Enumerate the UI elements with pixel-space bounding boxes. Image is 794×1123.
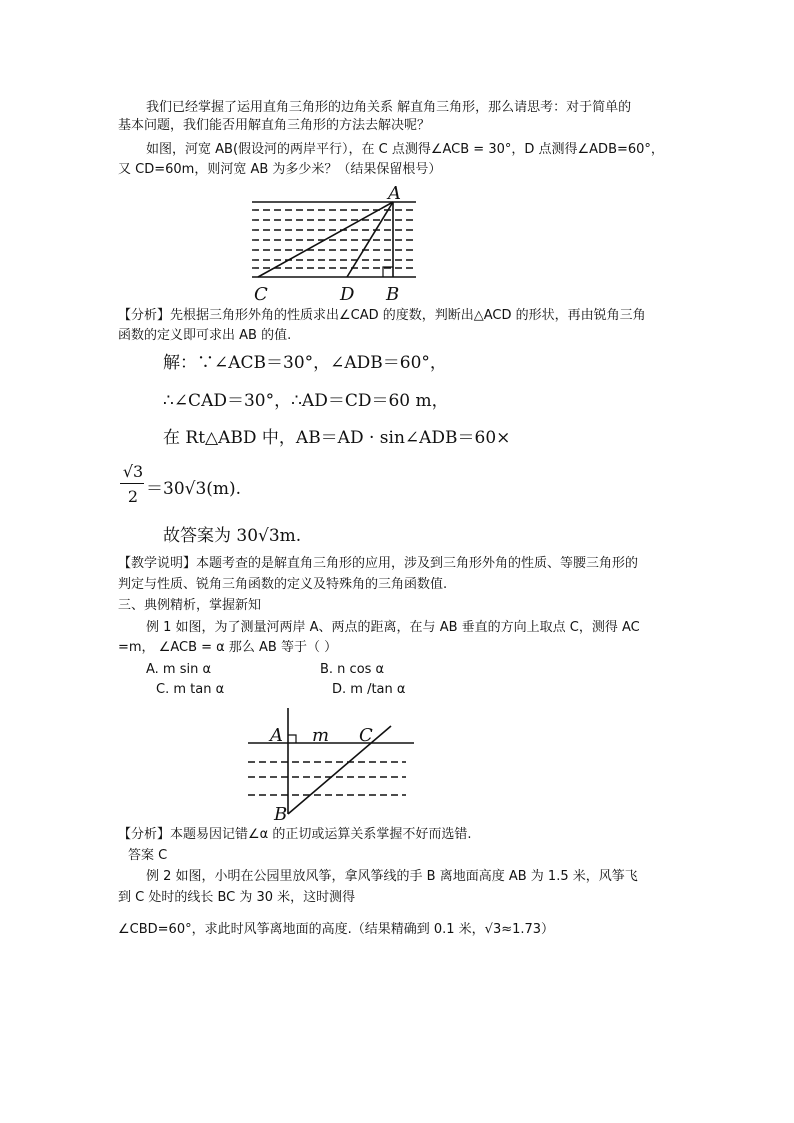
intro-line-1: 我们已经掌握了运用直角三角形的边角关系 解直角三角形，那么请思考：对于简单的 — [146, 100, 632, 115]
solution-answer: 故答案为 30√3m. — [163, 526, 302, 546]
solution-line-2: ∴∠CAD＝30°，∴AD＝CD＝60 m， — [163, 391, 449, 411]
example-2-line-1: 例 2 如图，小明在公园里放风筝，拿风筝线的手 B 离地面高度 AB 为 1.5 米，风筝飞 — [146, 869, 638, 884]
solution-line-3: 在 Rt△ABD 中，AB＝AD · sin∠ADB＝60× — [163, 428, 511, 448]
solution-line-4: ＝30√3(m). — [146, 479, 242, 499]
fig1-label-b: B — [386, 284, 400, 305]
fig2-label-b: B — [274, 804, 288, 825]
fig1-label-a: A — [388, 183, 401, 204]
option-d: D. m /tan α — [332, 682, 406, 697]
river-diagram-1 — [250, 184, 420, 304]
analysis-1-line-1: 【分析】先根据三角形外角的性质求出∠CAD 的度数，判断出△ACD 的形状，再由锐角三角 — [118, 308, 646, 323]
example-1-line-2: =m， ∠ACB = α 那么 AB 等于（ ） — [118, 640, 338, 655]
problem-line-1: 如图，河宽 AB(假设河的两岸平行），在 C 点测得∠ACB = 30°，D 点测得∠ADB=60°， — [146, 142, 664, 157]
fig1-label-c: C — [254, 284, 268, 305]
fig2-label-c: C — [359, 725, 373, 746]
section-heading: 三、典例精析，掌握新知 — [118, 598, 262, 613]
example-1-line-1: 例 1 如图，为了测量河两岸 A、两点的距离，在与 AB 垂直的方向上取点 C，测得 AC — [146, 620, 640, 635]
option-b: B. n cos α — [320, 662, 385, 677]
option-a: A. m sin α — [146, 662, 212, 677]
solution-line-1: 解：∵∠ACB＝30°，∠ADB＝60°， — [163, 353, 447, 373]
fraction-denominator: 2 — [127, 487, 139, 506]
fig2-label-m: m — [312, 725, 330, 746]
fraction-numerator: √3 — [122, 462, 144, 481]
intro-line-2: 基本问题，我们能否用解直角三角形的方法去解决呢？ — [118, 118, 431, 133]
teaching-note-line-1: 【教学说明】本题考查的是解直角三角形的应用，涉及到三角形外角的性质、等腰三角形的 — [118, 556, 639, 571]
example-2-line-3: ∠CBD=60°，求此时风筝离地面的高度.（结果精确到 0.1 米，√3≈1.73） — [118, 922, 555, 937]
example-2-line-2: 到 C 处时的线长 BC 为 30 米，这时测得 — [118, 890, 356, 905]
river-diagram-2 — [248, 706, 418, 825]
analysis-2-line-1: 【分析】本题易因记错∠α 的正切或运算关系掌握不好而选错. — [118, 827, 472, 842]
option-c: C. m tan α — [156, 682, 225, 697]
teaching-note-line-2: 判定与性质、锐角三角函数的定义及特殊角的三角函数值. — [118, 577, 448, 592]
problem-line-2: 又 CD=60m，则河宽 AB 为多少米？（结果保留根号） — [118, 162, 442, 177]
fraction-bar — [120, 483, 144, 484]
analysis-1-line-2: 函数的定义即可求出 AB 的值. — [118, 328, 292, 343]
fig2-label-a: A — [270, 725, 283, 746]
analysis-2-answer: 答案 C — [128, 848, 168, 863]
fig1-label-d: D — [340, 284, 355, 305]
